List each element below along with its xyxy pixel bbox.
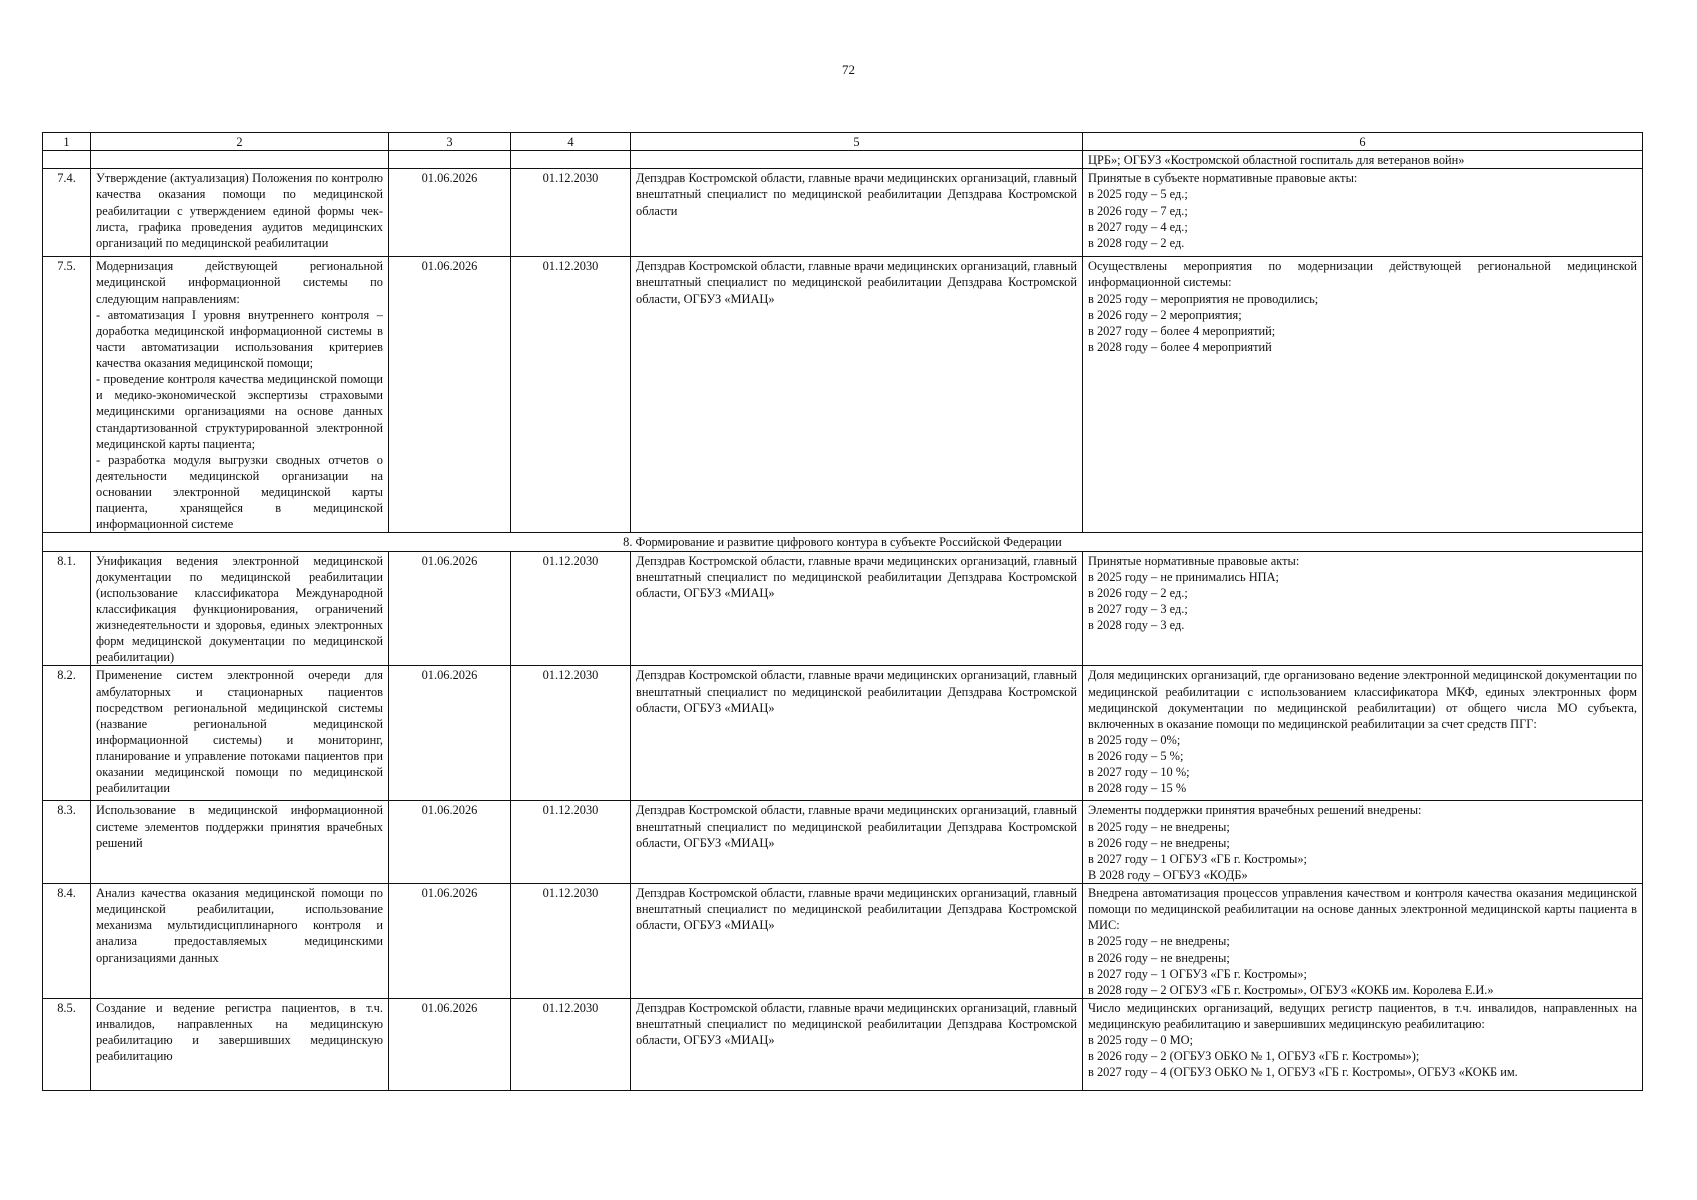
result-cell-line: В 2028 году – ОГБУЗ «КОДБ»	[1088, 867, 1248, 882]
result-cell-line: в 2026 году – 7 ед.;	[1088, 203, 1188, 218]
column-number: 2	[91, 133, 389, 151]
table-row	[43, 666, 1643, 801]
start-date: 01.06.2026	[389, 801, 511, 884]
item-number: 8.2.	[43, 666, 91, 801]
responsible-cell: Депздрав Костромской области, главные врачи медицинских организаций, главный внештатный специалист по медицинской реабилитации Депздрава Костромской области, ОГБУЗ «МИАЦ»	[631, 884, 1083, 999]
table-row	[43, 801, 1643, 884]
responsible-cell: Депздрав Костромской области, главные врачи медицинских организаций, главный внештатный специалист по медицинской реабилитации Депздрава Костромской области, ОГБУЗ «МИАЦ»	[631, 666, 1083, 801]
result-cell-line: в 2028 году – 15 %	[1088, 781, 1187, 796]
column-number: 5	[631, 133, 1083, 151]
task-cell-line: Модернизация действующей региональной медицинской информационной системы по следующим направлениям:	[96, 259, 383, 306]
responsible-cell: Депздрав Костромской области, главные врачи медицинских организаций, главный внештатный специалист по медицинской реабилитации Депздрава Костромской области, ОГБУЗ «МИАЦ»	[631, 801, 1083, 884]
page-number: 72	[842, 62, 855, 77]
task-cell-line: - автоматизация I уровня внутреннего контроля – доработка медицинской информационной системы в части автоматизации использования критериев качества оказания медицинской помощи;	[96, 307, 383, 370]
result-cell-line: в 2026 году – не внедрены;	[1088, 950, 1230, 965]
result-cell-line: Принятые в субъекте нормативные правовые акты:	[1088, 171, 1358, 186]
result-cell-line: в 2025 году – 0 МО;	[1088, 1033, 1194, 1048]
result-cell-line: Принятые нормативные правовые акты:	[1088, 553, 1300, 568]
column-number-row	[43, 133, 1643, 151]
result-cell-line: в 2028 году – более 4 мероприятий	[1088, 339, 1272, 354]
responsible-cell: Депздрав Костромской области, главные врачи медицинских организаций, главный внештатный специалист по медицинской реабилитации Депздрава Костромской области, ОГБУЗ «МИАЦ»	[631, 998, 1083, 1090]
result-cell-line: в 2028 году – 2 ОГБУЗ «ГБ г. Костромы», ОГБУЗ «КОКБ им. Королева Е.И.»	[1088, 982, 1494, 997]
table-row	[43, 998, 1643, 1090]
task-cell: Создание и ведение регистра пациентов, в т.ч. инвалидов, направленных на медицинскую реабилитацию и завершивших медицинскую реабилитацию	[91, 998, 389, 1090]
end-date: 01.12.2030	[511, 998, 631, 1090]
task-cell	[91, 257, 389, 533]
measures-table	[42, 132, 1643, 1091]
result-cell-line: в 2027 году – 1 ОГБУЗ «ГБ г. Костромы»;	[1088, 851, 1307, 866]
result-cell-line: в 2027 году – 4 (ОГБУЗ ОБКО № 1, ОГБУЗ «ГБ г. Костромы», ОГБУЗ «КОКБ им.	[1088, 1065, 1518, 1080]
table-row	[43, 551, 1643, 666]
task-cell: Унификация ведения электронной медицинской документации по медицинской реабилитации (использование классификатора Международной классификация функционирования, ограничений жизнедеятельности и здоровья, единых электронных форм медицинской документации по медицинской реабилитации)	[91, 551, 389, 666]
section-heading-row	[43, 533, 1643, 551]
result-cell	[1083, 801, 1643, 884]
item-number: 7.5.	[43, 257, 91, 533]
task-cell: Анализ качества оказания медицинской помощи по медицинской реабилитации, использование механизма мультидисциплинарного контроля и анализа предоставляемых медицинскими организациями данных	[91, 884, 389, 999]
result-cell-line: в 2025 году – не внедрены;	[1088, 819, 1230, 834]
result-cell	[1083, 551, 1643, 666]
task-cell-line: - проведение контроля качества медицинской помощи и медико-экономической экспертизы страховыми медицинскими организациями на основе данных стандартизованной структурированной электронной медицинской карты пациента;	[96, 372, 383, 451]
start-date: 01.06.2026	[389, 551, 511, 666]
result-cell	[1083, 666, 1643, 801]
column-number: 3	[389, 133, 511, 151]
result-cell-line: Элементы поддержки принятия врачебных решений внедрены:	[1088, 803, 1422, 818]
start-date: 01.06.2026	[389, 169, 511, 257]
start-date: 01.06.2026	[389, 666, 511, 801]
result-cell	[1083, 884, 1643, 999]
item-number: 8.5.	[43, 998, 91, 1090]
responsible-cell: Депздрав Костромской области, главные врачи медицинских организаций, главный внештатный специалист по медицинской реабилитации Депздрава Костромской области, ОГБУЗ «МИАЦ»	[631, 257, 1083, 533]
table-row	[43, 169, 1643, 257]
result-cell-line: Число медицинских организаций, ведущих регистр пациентов, в т.ч. инвалидов, направленных на медицинскую реабилитацию и завершивших медицинскую реабилитацию:	[1088, 1000, 1637, 1031]
task-cell: Применение систем электронной очереди для амбулаторных и стационарных пациентов посредством региональной медицинской системы (название региональной медицинской информационной системы) и мониторинг, планирование и управление потоками пациентов при оказании медицинской помощи по медицинской реабилитации	[91, 666, 389, 801]
result-cell-line: в 2025 году – не внедрены;	[1088, 934, 1230, 949]
result-cell-line: в 2028 году – 2 ед.	[1088, 235, 1185, 250]
end-date: 01.12.2030	[511, 666, 631, 801]
table-row	[43, 257, 1643, 533]
start-date: 01.06.2026	[389, 884, 511, 999]
item-number: 8.1.	[43, 551, 91, 666]
item-number: 8.3.	[43, 801, 91, 884]
responsible-cell: Депздрав Костромской области, главные врачи медицинских организаций, главный внештатный специалист по медицинской реабилитации Депздрава Костромской области	[631, 169, 1083, 257]
table-row	[43, 884, 1643, 999]
result-cell-line: в 2025 году – мероприятия не проводились;	[1088, 291, 1319, 306]
continuation-row	[43, 151, 1643, 169]
column-number: 6	[1083, 133, 1643, 151]
item-number: 7.4.	[43, 169, 91, 257]
result-cell-line: в 2025 году – 0%;	[1088, 732, 1181, 747]
item-number: 8.4.	[43, 884, 91, 999]
start-date: 01.06.2026	[389, 998, 511, 1090]
result-cell-line: в 2028 году – 3 ед.	[1088, 618, 1185, 632]
end-date: 01.12.2030	[511, 801, 631, 884]
result-cell-line: в 2027 году – 10 %;	[1088, 765, 1190, 780]
result-cell	[1083, 998, 1643, 1090]
responsible-cell: Депздрав Костромской области, главные врачи медицинских организаций, главный внештатный специалист по медицинской реабилитации Депздрава Костромской области, ОГБУЗ «МИАЦ»	[631, 551, 1083, 666]
result-cell-line: Осуществлены мероприятия по модернизации действующей региональной медицинской информационной системы:	[1088, 259, 1637, 290]
result-cell-line: в 2027 году – 1 ОГБУЗ «ГБ г. Костромы»;	[1088, 966, 1307, 981]
result-cell-line: в 2027 году – 3 ед.;	[1088, 601, 1188, 616]
result-cell-line: Доля медицинских организаций, где организовано ведение электронной медицинской документации по медицинской реабилитации с использованием классификатора МКФ, единых электронных форм медицинской документации по медицинской реабилитации) от общего числа МО субъекта, включенных в оказание помощи по медицинской реабилитации за счет средств ПГГ:	[1088, 668, 1637, 731]
start-date: 01.06.2026	[389, 257, 511, 533]
continuation-cell: ЦРБ»; ОГБУЗ «Костромской областной госпиталь для ветеранов войн»	[1083, 151, 1643, 169]
end-date: 01.12.2030	[511, 169, 631, 257]
result-cell-line: в 2026 году – не внедрены;	[1088, 835, 1230, 850]
result-cell-line: в 2026 году – 2 (ОГБУЗ ОБКО № 1, ОГБУЗ «ГБ г. Костромы»);	[1088, 1049, 1420, 1064]
result-cell-line: в 2026 году – 2 мероприятия;	[1088, 307, 1242, 322]
result-cell-line: в 2026 году – 2 ед.;	[1088, 585, 1188, 600]
end-date: 01.12.2030	[511, 257, 631, 533]
section-title: 8. Формирование и развитие цифрового контура в субъекте Российской Федерации	[43, 533, 1643, 551]
task-cell-line: - разработка модуля выгрузки сводных отчетов о деятельности медицинской организации на основании электронной медицинской карты пациента, хранящейся в медицинской информационной системе	[96, 452, 383, 532]
result-cell-line: в 2026 году – 5 %;	[1088, 749, 1184, 763]
result-cell	[1083, 257, 1643, 533]
result-cell-line: в 2027 году – 4 ед.;	[1088, 219, 1188, 234]
result-cell	[1083, 169, 1643, 257]
end-date: 01.12.2030	[511, 884, 631, 999]
result-cell-line: в 2025 году – 5 ед.;	[1088, 187, 1188, 202]
task-cell: Утверждение (актуализация) Положения по контролю качества оказания помощи по медицинской реабилитации с утверждением единой формы чек-листа, графика проведения аудитов медицинских организаций по медицинской реабилитации	[91, 169, 389, 257]
result-cell-line: Внедрена автоматизация процессов управления качеством и контроля качества оказания медицинской помощи по медицинской реабилитации на основе данных электронной медицинской карты пациента в МИС:	[1088, 886, 1637, 933]
task-cell: Использование в медицинской информационной системе элементов поддержки принятия врачебных решений	[91, 801, 389, 884]
result-cell-line: в 2027 году – более 4 мероприятий;	[1088, 323, 1276, 338]
column-number: 4	[511, 133, 631, 151]
result-cell-line: в 2025 году – не принимались НПА;	[1088, 569, 1279, 584]
column-number: 1	[43, 133, 91, 151]
end-date: 01.12.2030	[511, 551, 631, 666]
